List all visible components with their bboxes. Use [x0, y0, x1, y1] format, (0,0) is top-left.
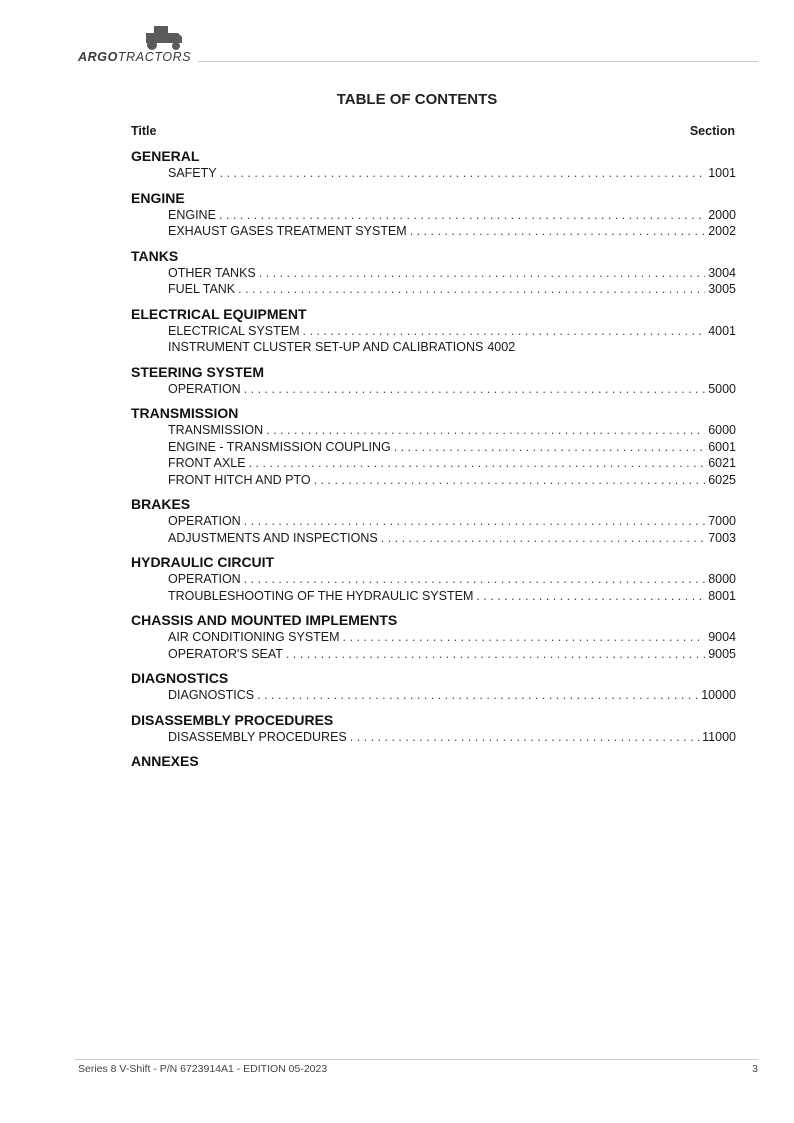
dot-leader [249, 455, 706, 472]
toc-entry-label: OPERATION [168, 381, 241, 396]
toc-group-title[interactable]: ANNEXES [131, 753, 199, 769]
dot-leader [244, 571, 705, 588]
toc-entry[interactable] [168, 530, 736, 547]
toc-entry-section: 4001 [708, 323, 736, 338]
toc-entry-section: 8001 [708, 588, 736, 603]
toc-entry-section: 5000 [708, 381, 736, 396]
toc-entry-section: 7000 [708, 514, 736, 528]
footer-divider [75, 1059, 758, 1060]
toc-group-title[interactable]: CHASSIS AND MOUNTED IMPLEMENTS [131, 612, 398, 628]
toc-entry-section: 2002 [708, 224, 736, 238]
toc-entry-label: DIAGNOSTICS [168, 688, 255, 702]
brand-logo [76, 24, 206, 66]
toc-entry-label: OPERATION [168, 572, 241, 586]
toc-entry-section: 1001 [708, 166, 736, 180]
toc-entry[interactable] [168, 646, 736, 663]
toc-entry-section: 6000 [708, 423, 736, 437]
toc-group [131, 247, 736, 298]
toc-group-title[interactable]: HYDRAULIC CIRCUIT [131, 554, 275, 570]
toc-entry-label: ADJUSTMENTS AND INSPECTIONS [168, 530, 378, 545]
footer-edition: Series 8 V-Shift - P/N 6723914A1 - EDITION 05-2023 [78, 1063, 328, 1075]
brand-wordmark: ARGOTRACTORS [78, 50, 192, 64]
page-title: TABLE OF CONTENTS [336, 91, 498, 108]
page-header [0, 0, 794, 80]
toc-entry[interactable] [168, 629, 736, 646]
toc-entry-label: ENGINE [168, 207, 216, 222]
toc-entry-label: ENGINE - TRANSMISSION COUPLING [168, 439, 391, 454]
dot-leader [286, 646, 705, 663]
toc-entry-section: 6021 [708, 456, 736, 470]
toc-entry[interactable] [168, 472, 736, 489]
toc-entry-section: 9004 [708, 630, 736, 644]
header-divider [198, 61, 758, 62]
toc-entry-section: 8000 [708, 572, 736, 586]
dot-leader [219, 207, 705, 224]
toc-entry[interactable] [168, 571, 736, 588]
toc-group-title[interactable]: DISASSEMBLY PROCEDURES [131, 711, 334, 728]
toc-entry-label: DISASSEMBLY PROCEDURES [168, 729, 347, 744]
toc-entry[interactable] [168, 439, 736, 456]
toc-group [131, 189, 736, 240]
dot-leader [476, 588, 705, 605]
toc-entry[interactable] [168, 455, 736, 472]
dot-leader [257, 687, 698, 704]
toc-entry-label: OPERATION [168, 514, 241, 528]
toc-entry-section: 6001 [708, 439, 736, 454]
toc-entry-label: FRONT HITCH AND PTO [168, 472, 311, 487]
toc-entry[interactable] [168, 165, 736, 182]
toc-group-title[interactable]: BRAKES [131, 496, 191, 512]
toc-group [131, 553, 736, 604]
table-of-contents [131, 147, 736, 777]
dot-leader [314, 472, 706, 489]
toc-group-title[interactable]: TANKS [131, 247, 179, 264]
toc-entry[interactable] [168, 687, 736, 704]
toc-group [131, 147, 736, 182]
toc-group-title[interactable]: ELECTRICAL EQUIPMENT [131, 305, 307, 322]
toc-group-title[interactable]: TRANSMISSION [131, 405, 239, 421]
toc-entry-section: 3004 [708, 265, 736, 280]
toc-entry[interactable] [168, 265, 736, 282]
toc-group [131, 711, 736, 746]
toc-entry-section: 6025 [708, 472, 736, 487]
toc-entry-label: FUEL TANK [168, 282, 236, 296]
dot-leader [394, 439, 705, 456]
toc-entry-section: 4002 [487, 340, 516, 354]
dot-leader [381, 530, 705, 547]
toc-group [131, 363, 736, 398]
dot-leader [266, 422, 705, 439]
toc-entry-label: TRANSMISSION [168, 423, 264, 437]
toc-entry-section: 3005 [708, 282, 736, 296]
toc-entry-label: SAFETY [168, 166, 217, 180]
tractor-icon [136, 24, 192, 50]
dot-leader [244, 381, 705, 398]
dot-leader [303, 323, 706, 340]
dot-leader [220, 165, 706, 182]
toc-entry-section: 2000 [708, 207, 736, 222]
toc-entry-section: 7003 [708, 530, 736, 545]
toc-entry[interactable] [168, 207, 736, 224]
toc-group-title[interactable]: STEERING SYSTEM [131, 363, 265, 380]
toc-entry[interactable] [168, 422, 736, 439]
toc-group-title[interactable]: DIAGNOSTICS [131, 670, 229, 686]
dot-leader [238, 281, 705, 298]
toc-entry-label: ELECTRICAL SYSTEM [168, 323, 300, 338]
toc-entry[interactable] [168, 339, 736, 356]
page-number: 3 [752, 1063, 758, 1075]
toc-entry-section: 11000 [702, 729, 736, 744]
column-header-title: Title [131, 124, 157, 138]
toc-entry-section: 9005 [708, 646, 736, 661]
toc-entry[interactable] [168, 223, 736, 240]
toc-group [131, 611, 736, 662]
toc-entry-label: TROUBLESHOOTING OF THE HYDRAULIC SYSTEM [168, 588, 474, 603]
toc-entry-label: EXHAUST GASES TREATMENT SYSTEM [168, 224, 407, 238]
toc-entry[interactable] [168, 381, 736, 398]
toc-group [131, 404, 736, 488]
toc-group [131, 752, 736, 770]
dot-leader [410, 223, 705, 240]
dot-leader [259, 265, 705, 282]
dot-leader [244, 513, 705, 530]
toc-group [131, 305, 736, 356]
toc-group-title[interactable]: GENERAL [131, 148, 200, 164]
toc-entry[interactable] [168, 729, 736, 746]
toc-entry[interactable] [168, 281, 736, 298]
toc-entry[interactable] [168, 588, 736, 605]
dot-leader [350, 729, 699, 746]
toc-entry-label: AIR CONDITIONING SYSTEM [168, 630, 340, 644]
toc-group-title[interactable]: ENGINE [131, 189, 185, 206]
toc-entry-label: OPERATOR'S SEAT [168, 646, 283, 661]
toc-group [131, 495, 736, 546]
toc-entry[interactable] [168, 323, 736, 340]
toc-entry[interactable] [168, 513, 736, 530]
toc-entry-label: FRONT AXLE [168, 456, 246, 470]
toc-entry-label: INSTRUMENT CLUSTER SET-UP AND CALIBRATIONS [168, 340, 484, 354]
toc-entry-label: OTHER TANKS [168, 265, 256, 280]
dot-leader [343, 629, 706, 646]
toc-group [131, 669, 736, 704]
column-header-section: Section [689, 124, 735, 138]
toc-entry-section: 10000 [701, 688, 736, 702]
